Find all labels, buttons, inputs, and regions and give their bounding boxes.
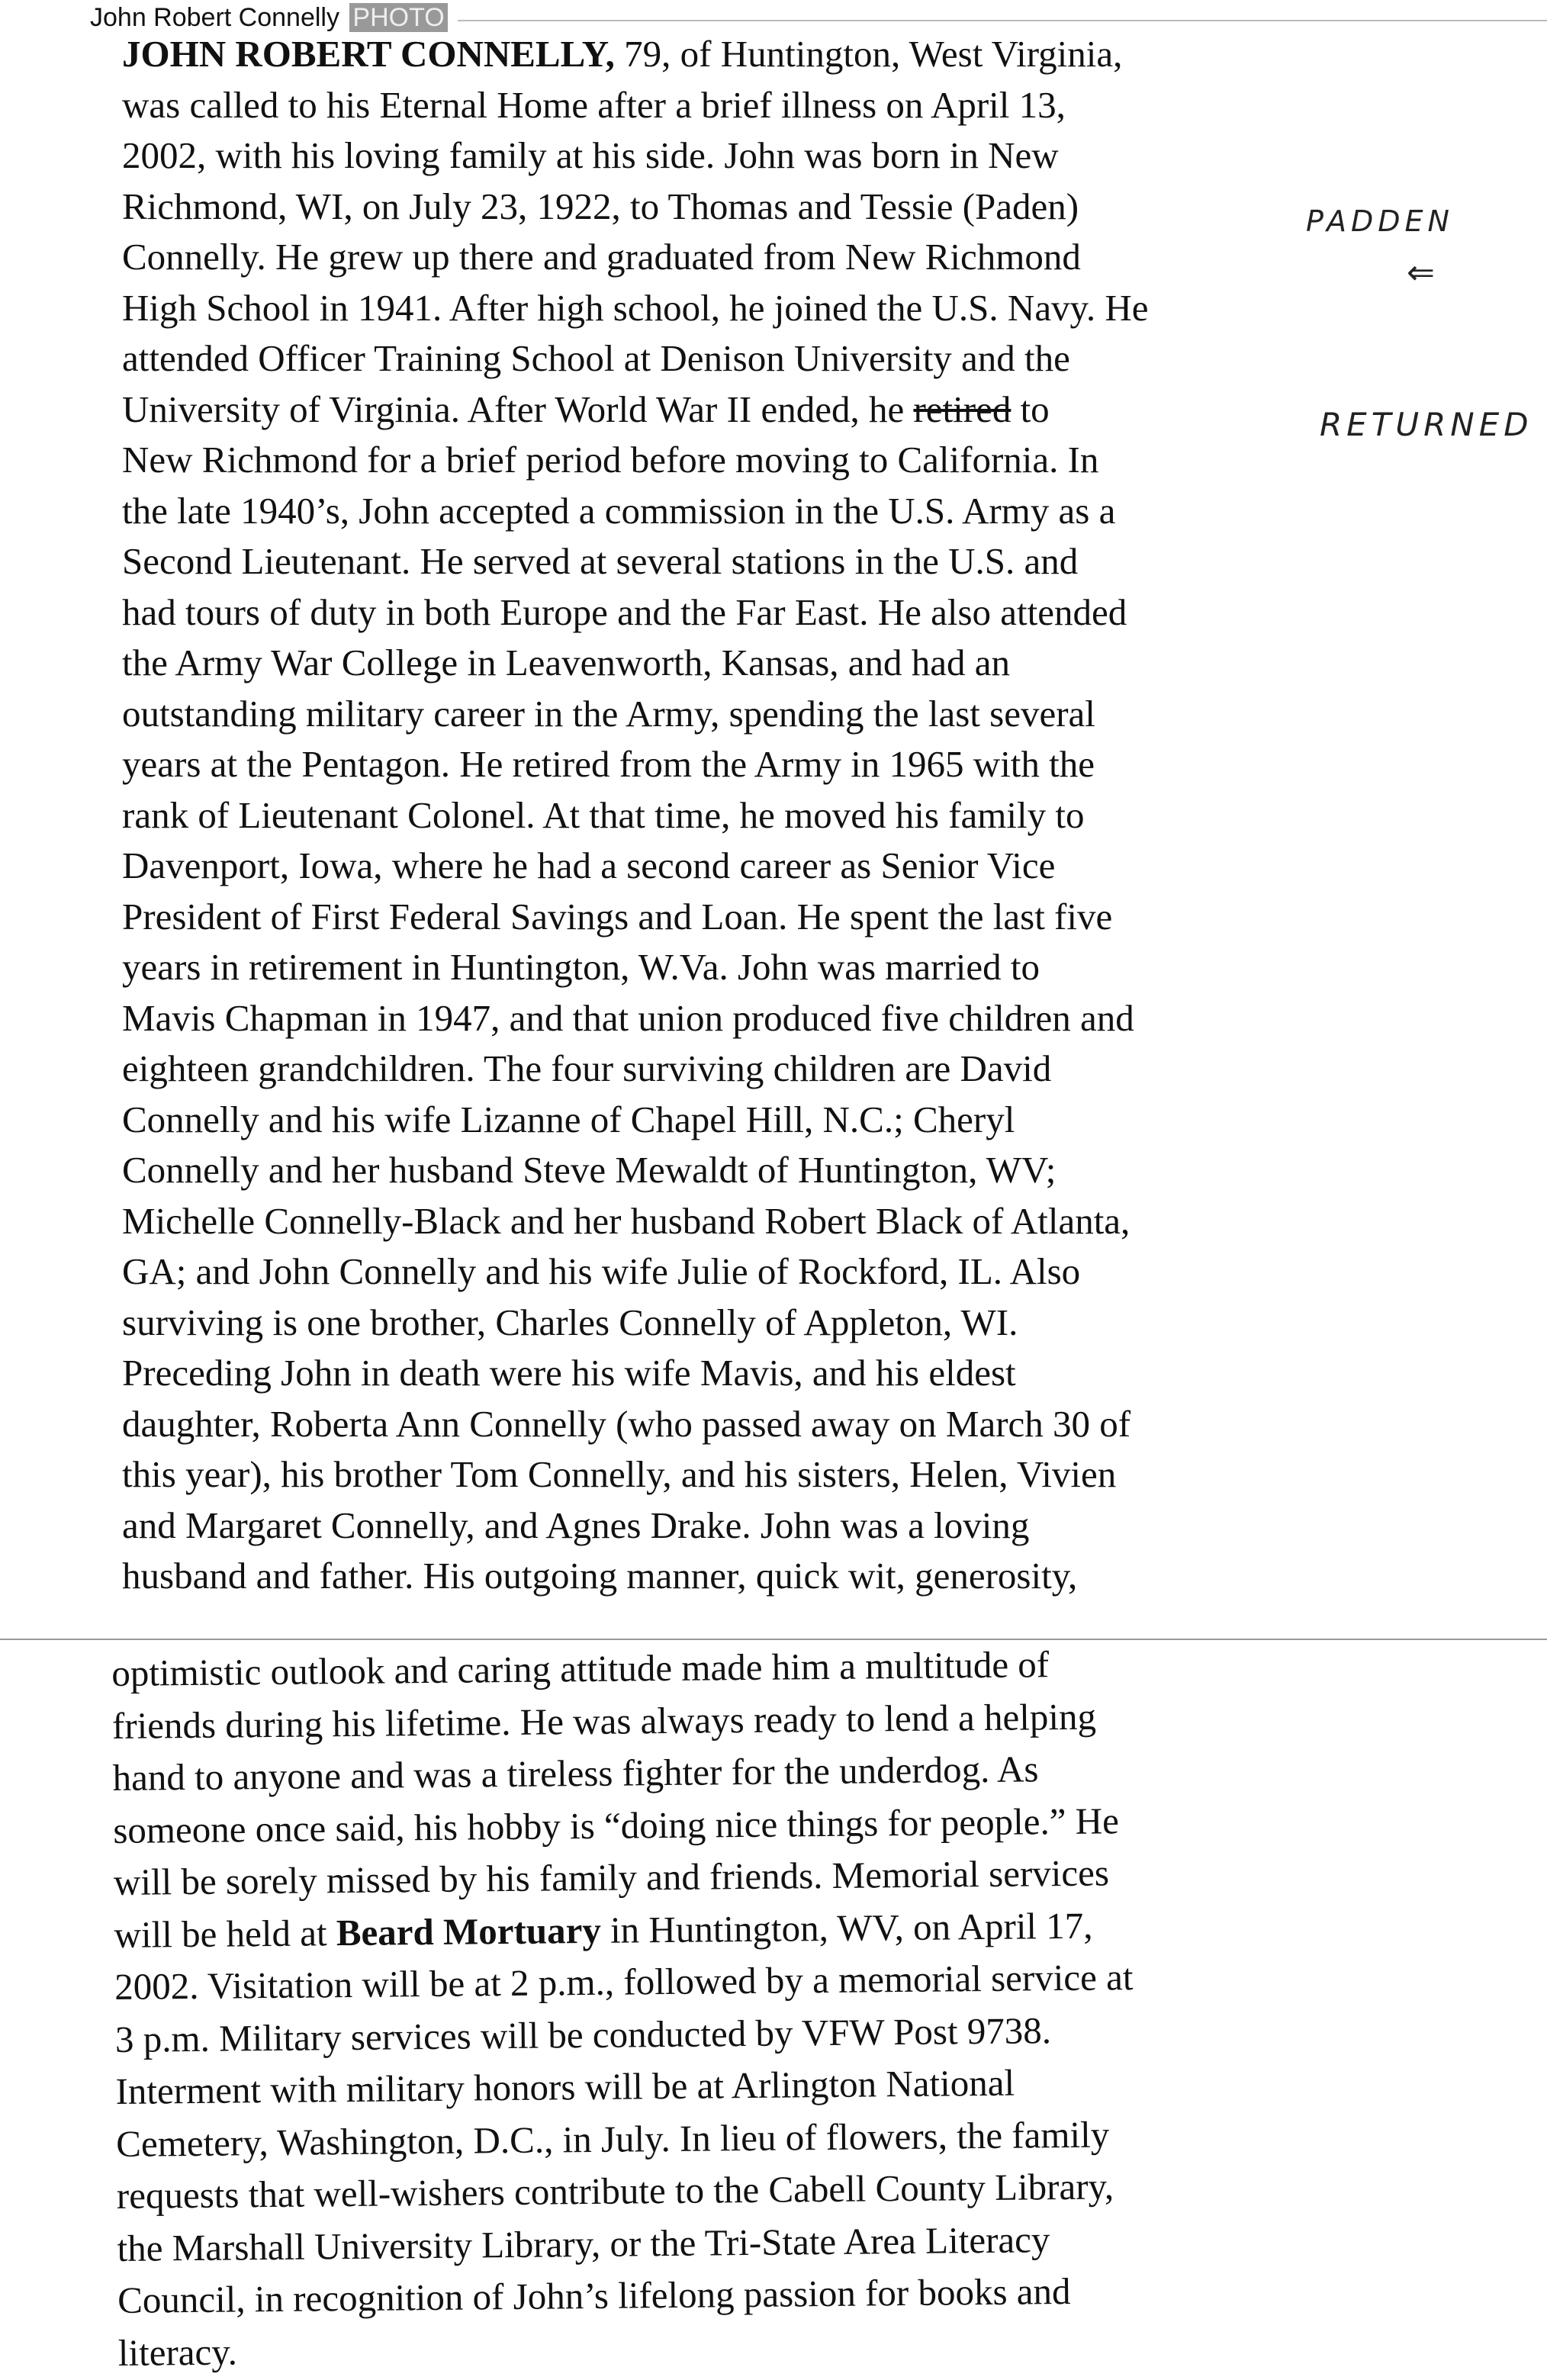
text-line: rank of Lieutenant Colonel. At that time, he moved his family to (122, 793, 1085, 836)
text-line: the Army War College in Leavenworth, Kansas, and had an (122, 642, 1011, 683)
text-line: the Marshall University Library, or the Tri-State Area Literacy (117, 2218, 1050, 2269)
text-line: GA; and John Connelly and his wife Julie of Rockford, IL. Also (122, 1250, 1081, 1292)
struck-word: retired (913, 388, 1011, 430)
text-line: Richmond, WI, on July 23, 1922, to Thomas and Tessie (Paden) (122, 185, 1079, 227)
handwritten-arrow-icon: ⇐ (1407, 253, 1435, 292)
text-line: hand to anyone and was a tireless fighter for the underdog. As (112, 1748, 1039, 1799)
text-line: outstanding military career in the Army, spending the last several (122, 692, 1095, 735)
text-line: Preceding John in death were his wife Mavis, and his eldest (122, 1352, 1016, 1394)
text-line: this year), his brother Tom Connelly, and his sisters, Helen, Vivien (122, 1453, 1117, 1495)
text-line: optimistic outlook and caring attitude made him a multitude of (111, 1643, 1050, 1694)
obituary-part-2 (111, 1635, 1430, 2378)
text-line: Interment with military honors will be at Arlington National (115, 2061, 1015, 2112)
text-line: literacy. (117, 2330, 238, 2374)
text-line: Connelly and her husband Steve Mewaldt of Huntington, WV; (122, 1149, 1057, 1191)
text-line: friends during his lifetime. He was always ready to lend a helping (111, 1695, 1097, 1747)
text-line: Davenport, Iowa, where he had a second career as Senior Vice (122, 844, 1056, 886)
deceased-name: JOHN ROBERT CONNELLY, (122, 33, 615, 75)
text-line: 2002. Visitation will be at 2 p.m., followed by a memorial service at (114, 1956, 1134, 2008)
text-line: Mavis Chapman in 1947, and that union produced five children and (122, 996, 1134, 1039)
handwritten-correction-returned: RETURNED (1320, 406, 1533, 443)
top-divider (458, 20, 1547, 21)
text-line: daughter, Roberta Ann Connelly (who passed away on March 30 of (122, 1402, 1131, 1445)
text-line: surviving is one brother, Charles Connelly of Appleton, WI. (122, 1301, 1018, 1343)
text-line: Cemetery, Washington, D.C., in July. In lieu of flowers, the family (115, 2112, 1110, 2165)
text-line: husband and father. His outgoing manner, quick wit, generosity, (122, 1555, 1078, 1597)
obituary-part-1 (122, 29, 1388, 1602)
text-line: 3 p.m. Military services will be conducted by VFW Post 9738. (114, 2009, 1052, 2060)
text-line: Council, in recognition of John’s lifelong passion for books and (117, 2269, 1071, 2321)
text-line: will be sorely missed by his family and friends. Memorial services (113, 1851, 1110, 1903)
text-line: JOHN ROBERT CONNELLY, 79, of Huntington, West Virginia, (122, 33, 1123, 75)
text-line: President of First Federal Savings and Loan. He spent the last five (122, 895, 1113, 938)
header-label: John Robert Connelly (90, 3, 339, 32)
text-line: was called to his Eternal Home after a brief illness on April 13, (122, 83, 1066, 126)
handwritten-correction-padden: PADDEN (1306, 204, 1454, 238)
text-line: someone once said, his hobby is “doing nice things for people.” He (113, 1799, 1120, 1851)
text-line: eighteen grandchildren. The four surviving children are David (122, 1047, 1052, 1089)
text-line: attended Officer Training School at Denison University and the (122, 337, 1070, 379)
text-line: the late 1940’s, John accepted a commission in the U.S. Army as a (122, 489, 1116, 532)
photo-tag: PHOTO (349, 3, 447, 32)
text-line: University of Virginia. After World War II ended, he retired to (122, 388, 1050, 430)
text-line: High School in 1941. After high school, he joined the U.S. Navy. He (122, 286, 1149, 329)
text-line: years in retirement in Huntington, W.Va. John was married to (122, 946, 1040, 988)
text-line: will be held at Beard Mortuary in Huntington, WV, on April 17, (114, 1904, 1093, 1956)
text-line: 2002, with his loving family at his side. John was born in New (122, 134, 1059, 176)
text-line: Connelly. He grew up there and graduated from New Richmond (122, 236, 1081, 278)
text-line: Second Lieutenant. He served at several stations in the U.S. and (122, 540, 1079, 582)
text-line: had tours of duty in both Europe and the Far East. He also attended (122, 590, 1127, 633)
text-line: and Margaret Connelly, and Agnes Drake. John was a loving (122, 1504, 1030, 1546)
text-line: Michelle Connelly-Black and her husband Robert Black of Atlanta, (122, 1199, 1130, 1242)
text-line: Connelly and his wife Lizanne of Chapel Hill, N.C.; Cheryl (122, 1098, 1015, 1140)
text-line: New Richmond for a brief period before moving to California. In (122, 439, 1099, 481)
mortuary-name: Beard Mortuary (336, 1909, 602, 1954)
text-line: years at the Pentagon. He retired from the Army in 1965 with the (122, 743, 1095, 785)
text-line: requests that well-wishers contribute to the Cabell County Library, (116, 2165, 1114, 2217)
